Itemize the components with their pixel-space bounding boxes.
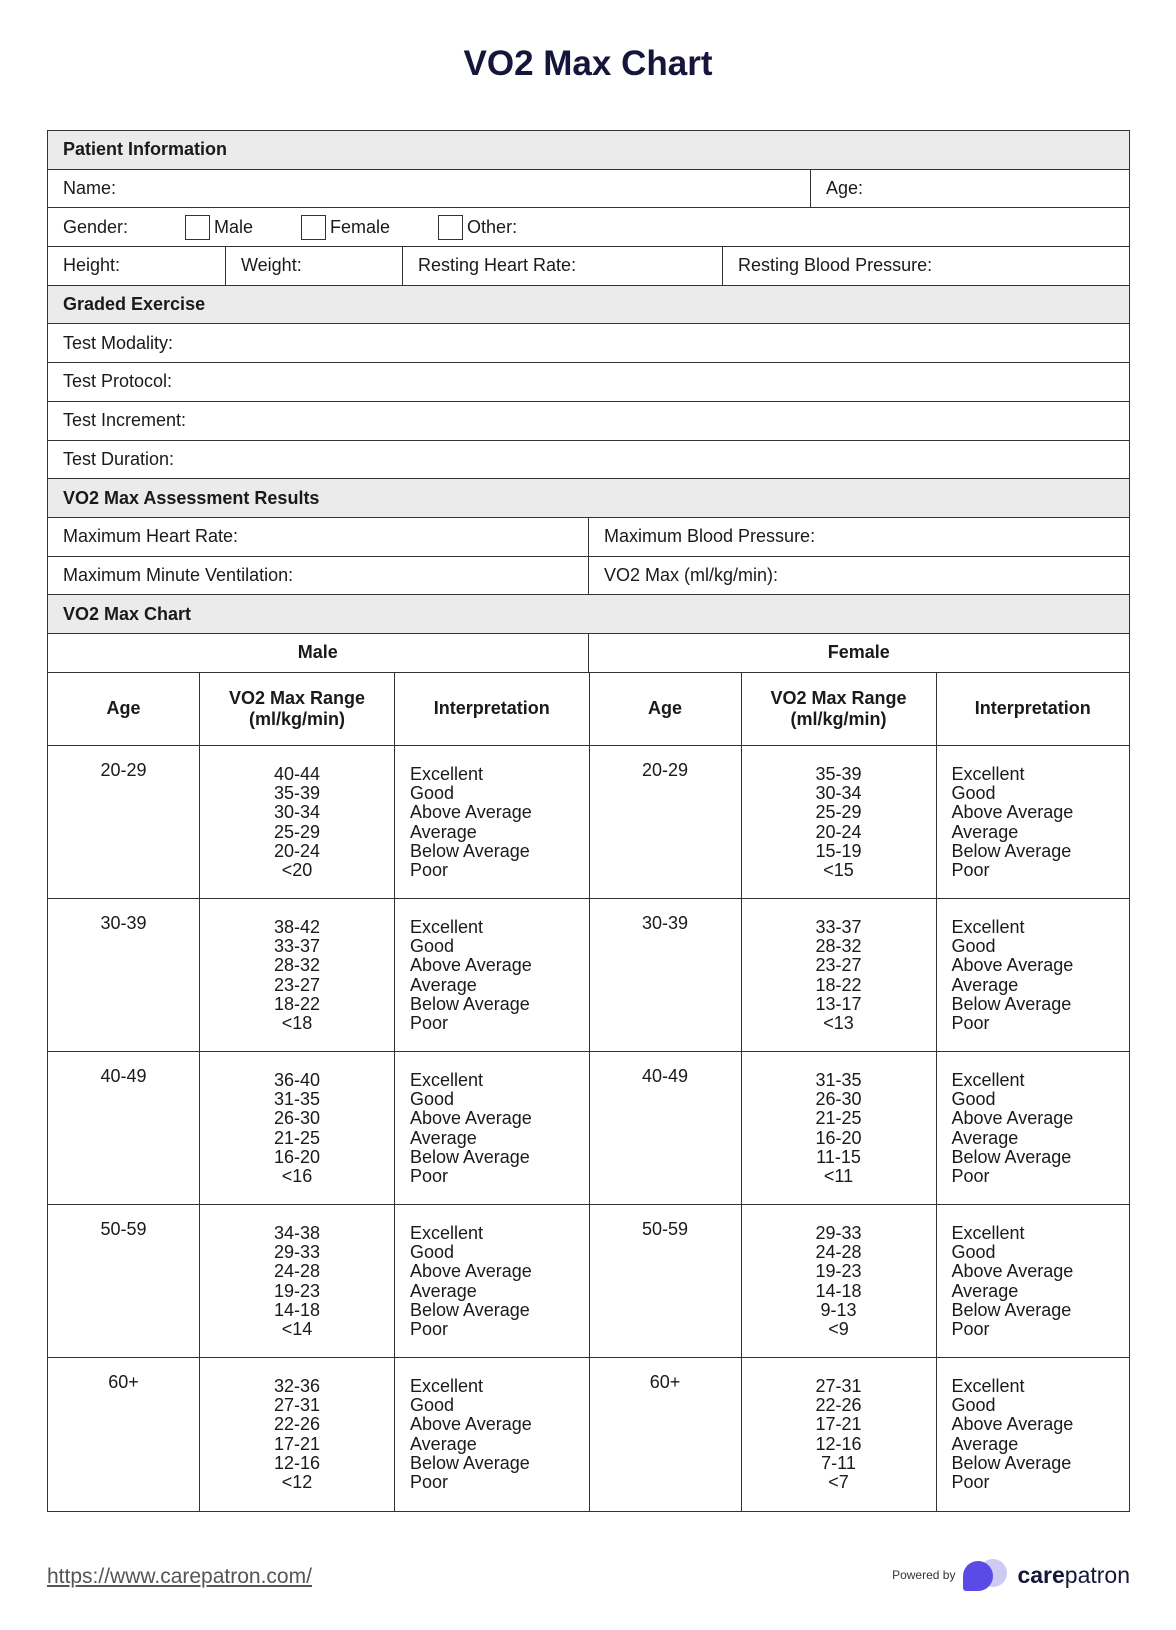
- vo2-range-value: <15: [823, 859, 854, 880]
- chart-column-header: [48, 673, 1129, 746]
- female-interpretation-cell: [937, 1205, 1130, 1357]
- test-modality-row: [48, 324, 1129, 363]
- vo2-range-value: 20-24: [815, 821, 862, 842]
- section-title: VO2 Max Assessment Results: [63, 487, 320, 508]
- vo2-range-value: 12-16: [273, 1452, 321, 1473]
- interpretation-value: Poor: [410, 1165, 449, 1186]
- chart-gender-header: [48, 634, 1129, 673]
- chart-row: [48, 746, 1129, 899]
- vo2-range-value: <12: [281, 1471, 313, 1492]
- interpretation-value: Excellent: [951, 1375, 1025, 1396]
- male-interpretation-cell: [395, 899, 590, 1051]
- male-header: Male: [48, 634, 589, 672]
- interpretation-value: Excellent: [410, 1069, 484, 1090]
- test-increment-field[interactable]: [48, 402, 1129, 440]
- vo2-range-value: 30-34: [273, 802, 321, 823]
- vo2-range-value: 26-30: [273, 1108, 321, 1129]
- test-protocol-label: Test Protocol:: [63, 371, 173, 392]
- interpretation-value: Above Average: [951, 1261, 1074, 1282]
- other-checkbox[interactable]: [438, 215, 463, 240]
- vo2-range-value: 38-42: [273, 916, 321, 937]
- interpretation-value: Good: [410, 936, 455, 957]
- interpretation-value: Good: [951, 936, 996, 957]
- interpretation-value: Poor: [410, 859, 449, 880]
- age-range-value: 20-29: [100, 759, 147, 780]
- vo2-range-value: 16-20: [273, 1146, 321, 1167]
- interpretation-value: Good: [410, 1089, 455, 1110]
- male-interpretation-cell: [395, 1205, 590, 1357]
- vo2-range-value: 40-44: [273, 763, 321, 784]
- interpretation-value: Below Average: [951, 1452, 1072, 1473]
- vo2-range-value: 30-34: [815, 783, 862, 804]
- vo2-range-value: 25-29: [273, 821, 321, 842]
- interpretation-value: Poor: [410, 1012, 449, 1033]
- vo2-range-value: 14-18: [273, 1299, 321, 1320]
- vo2-range-value: 14-18: [815, 1280, 862, 1301]
- ventilation-vo2-row: [48, 557, 1129, 596]
- weight-label: Weight:: [241, 255, 302, 276]
- interpretation-value: Good: [951, 1242, 996, 1263]
- max-ventilation-field[interactable]: [48, 557, 589, 595]
- vo2-range-value: 13-17: [815, 993, 862, 1014]
- test-modality-label: Test Modality:: [63, 332, 174, 353]
- interpretation-value: Average: [410, 1433, 477, 1454]
- interpretation-value: Above Average: [410, 1108, 532, 1129]
- male-age-cell: [48, 746, 200, 898]
- interpretation-value: Good: [951, 1395, 996, 1416]
- resting-heart-rate-label: Resting Heart Rate:: [418, 255, 577, 276]
- interpretation-value: Excellent: [951, 916, 1025, 937]
- interpretation-value: Good: [410, 1395, 455, 1416]
- vitals-row: [48, 247, 1129, 286]
- vo2-range-value: 17-21: [273, 1433, 321, 1454]
- male-age-header: Age: [48, 673, 200, 745]
- interpretation-value: Below Average: [410, 1452, 530, 1473]
- max-blood-pressure-field[interactable]: [589, 518, 1129, 556]
- vo2-range-value: 34-38: [273, 1222, 321, 1243]
- vo2-form: [47, 130, 1130, 1512]
- female-label: Female: [330, 216, 391, 237]
- age-range-value: 30-39: [641, 912, 689, 933]
- male-range-cell: [200, 899, 395, 1051]
- gender-field: [48, 208, 1129, 246]
- female-age-cell: [590, 1205, 742, 1357]
- chart-row: [48, 1052, 1129, 1205]
- vo2-range-value: 22-26: [273, 1414, 321, 1435]
- interpretation-value: Excellent: [410, 916, 484, 937]
- powered-by-badge: [892, 1559, 1130, 1591]
- vo2-range-value: 18-22: [273, 993, 321, 1014]
- max-heart-rate-field[interactable]: [48, 518, 589, 556]
- max-hr-bp-row: [48, 518, 1129, 557]
- interpretation-value: Good: [951, 1089, 996, 1110]
- male-interpretation-cell: [395, 746, 590, 898]
- vo2-range-value: 36-40: [273, 1069, 321, 1090]
- other-label: Other:: [467, 216, 518, 237]
- name-label: Name:: [63, 178, 117, 199]
- male-interpretation-cell: [395, 1052, 590, 1204]
- interpretation-value: Below Average: [410, 840, 530, 861]
- interpretation-value: Above Average: [951, 802, 1074, 823]
- age-range-value: 50-59: [641, 1218, 689, 1239]
- vo2-range-value: 29-33: [273, 1242, 321, 1263]
- vo2-range-value: <20: [281, 859, 313, 880]
- interpretation-value: Below Average: [951, 993, 1072, 1014]
- age-range-value: 20-29: [641, 759, 689, 780]
- interpretation-value: Poor: [951, 1471, 990, 1492]
- vo2-range-value: 33-37: [815, 916, 862, 937]
- interpretation-value: Below Average: [410, 993, 530, 1014]
- vo2-range-value: 19-23: [815, 1261, 862, 1282]
- section-title: Patient Information: [63, 139, 228, 160]
- vo2-range-value: 12-16: [815, 1433, 862, 1454]
- female-interpretation-header: Interpretation: [974, 698, 1091, 719]
- interpretation-value: Average: [410, 1280, 477, 1301]
- gender-row: [48, 208, 1129, 247]
- female-interpretation-cell: [937, 899, 1130, 1051]
- female-age-cell: [590, 1052, 742, 1204]
- interpretation-value: Below Average: [951, 1299, 1072, 1320]
- section-title: VO2 Max Chart: [63, 603, 192, 624]
- gender-option-male[interactable]: [185, 215, 253, 240]
- vo2-range-value: 26-30: [815, 1089, 862, 1110]
- vo2-range-value: 20-24: [273, 840, 321, 861]
- section-graded-exercise: [48, 286, 1129, 325]
- male-label: Male: [214, 216, 254, 237]
- female-age-header: Age: [590, 673, 742, 745]
- age-range-value: 60+: [649, 1371, 681, 1392]
- vo2-range-value: 32-36: [273, 1375, 321, 1396]
- vo2-range-value: 22-26: [815, 1395, 862, 1416]
- male-range-cell: [200, 1358, 395, 1511]
- vo2max-field[interactable]: [589, 557, 1129, 595]
- age-range-value: 50-59: [100, 1218, 147, 1239]
- resting-heart-rate-field[interactable]: [403, 247, 723, 285]
- female-header: Female: [827, 642, 890, 663]
- age-label: Age:: [826, 178, 864, 199]
- max-ventilation-label: Maximum Minute Ventilation:: [63, 564, 294, 585]
- interpretation-value: Average: [951, 1280, 1019, 1301]
- interpretation-value: Above Average: [951, 1414, 1074, 1435]
- vo2-range-value: 23-27: [815, 955, 862, 976]
- name-field[interactable]: [48, 170, 811, 208]
- gender-option-female[interactable]: [301, 215, 390, 240]
- interpretation-value: Below Average: [951, 1146, 1072, 1167]
- chart-row: [48, 1358, 1129, 1511]
- gender-option-other[interactable]: [438, 215, 517, 240]
- interpretation-value: Average: [951, 1127, 1019, 1148]
- male-age-cell: [48, 1358, 200, 1511]
- female-age-cell: [590, 1358, 742, 1511]
- test-increment-row: [48, 402, 1129, 441]
- test-duration-label: Test Duration:: [63, 448, 175, 469]
- male-age-cell: [48, 1052, 200, 1204]
- vo2-range-value: 11-15: [816, 1146, 861, 1167]
- carepatron-link[interactable]: https://www.carepatron.com/: [47, 1565, 312, 1588]
- vo2-range-value: 17-21: [815, 1414, 862, 1435]
- vo2-range-value: <11: [823, 1165, 854, 1186]
- chart-row: [48, 1205, 1129, 1358]
- age-field[interactable]: [811, 170, 1129, 208]
- resting-blood-pressure-label: Resting Blood Pressure:: [738, 255, 933, 276]
- vo2-range-value: 23-27: [273, 974, 321, 995]
- vo2-range-value: 15-19: [815, 840, 862, 861]
- vo2-range-value: <18: [281, 1012, 313, 1033]
- female-interpretation-cell: [937, 746, 1130, 898]
- vo2-range-value: 16-20: [815, 1127, 862, 1148]
- vo2-range-value: 35-39: [273, 783, 321, 804]
- vo2-range-value: 9-13: [820, 1299, 857, 1320]
- female-checkbox[interactable]: [301, 215, 326, 240]
- interpretation-value: Good: [410, 783, 455, 804]
- test-protocol-field[interactable]: [48, 363, 1129, 401]
- vo2max-label: VO2 Max (ml/kg/min):: [604, 564, 779, 585]
- interpretation-value: Poor: [410, 1471, 449, 1492]
- section-assessment-results: [48, 479, 1129, 518]
- interpretation-value: Excellent: [951, 1222, 1025, 1243]
- female-range-cell: [742, 1205, 937, 1357]
- interpretation-value: Below Average: [410, 1146, 530, 1167]
- female-interpretation-cell: [937, 1052, 1130, 1204]
- female-range-cell: [742, 746, 937, 898]
- age-range-value: 40-49: [100, 1065, 147, 1086]
- vo2-range-value: <16: [281, 1165, 313, 1186]
- vo2-range-value: <9: [828, 1318, 849, 1339]
- vo2-range-value: 25-29: [815, 802, 862, 823]
- female-age-cell: [590, 899, 742, 1051]
- test-increment-label: Test Increment:: [63, 410, 187, 431]
- height-field[interactable]: [48, 247, 226, 285]
- interpretation-value: Poor: [951, 1318, 990, 1339]
- interpretation-value: Above Average: [410, 955, 532, 976]
- vo2-range-value: <13: [823, 1012, 854, 1033]
- female-range-cell: [742, 899, 937, 1051]
- interpretation-value: Above Average: [410, 1261, 532, 1282]
- interpretation-value: Above Average: [951, 955, 1074, 976]
- interpretation-value: Average: [951, 821, 1019, 842]
- male-interpretation-cell: [395, 1358, 590, 1511]
- vo2-range-value: 28-32: [273, 955, 321, 976]
- interpretation-value: Average: [410, 974, 477, 995]
- interpretation-value: Below Average: [410, 1299, 530, 1320]
- interpretation-value: Excellent: [410, 1375, 484, 1396]
- vo2-range-value: 35-39: [815, 763, 862, 784]
- test-protocol-row: [48, 363, 1129, 402]
- vo2-range-value: 29-33: [815, 1222, 862, 1243]
- female-range-cell: [742, 1358, 937, 1511]
- age-range-value: 60+: [108, 1371, 139, 1392]
- interpretation-value: Average: [410, 1127, 477, 1148]
- vo2-range-value: 33-37: [273, 936, 321, 957]
- carepatron-logo-icon: [963, 1559, 1011, 1591]
- vo2-range-value: 27-31: [815, 1375, 862, 1396]
- test-duration-row: [48, 441, 1129, 480]
- female-interpretation-cell: [937, 1358, 1130, 1511]
- interpretation-value: Below Average: [951, 840, 1072, 861]
- age-range-value: 40-49: [641, 1065, 689, 1086]
- interpretation-value: Average: [951, 1433, 1019, 1454]
- interpretation-value: Good: [951, 783, 996, 804]
- vo2-range-value: 31-35: [815, 1069, 862, 1090]
- male-range-cell: [200, 1052, 395, 1204]
- male-checkbox[interactable]: [185, 215, 210, 240]
- vo2-range-value: 27-31: [273, 1395, 321, 1416]
- carepatron-brand: carepatron: [1017, 1561, 1130, 1588]
- test-modality-field[interactable]: [48, 324, 1129, 362]
- interpretation-value: Excellent: [951, 763, 1025, 784]
- gender-label: Gender:: [63, 216, 129, 237]
- vo2-range-value: <7: [828, 1471, 849, 1492]
- female-range-cell: [742, 1052, 937, 1204]
- male-range-header: VO2 Max Range (ml/kg/min): [200, 673, 395, 745]
- interpretation-value: Poor: [951, 859, 990, 880]
- section-vo2-chart: [48, 595, 1129, 634]
- female-age-cell: [590, 746, 742, 898]
- chart-body: [48, 746, 1129, 1511]
- male-interpretation-header: Interpretation: [395, 673, 590, 745]
- vo2-range-value: <14: [281, 1318, 313, 1339]
- powered-by-text: Powered by: [892, 1568, 956, 1582]
- interpretation-value: Poor: [951, 1165, 990, 1186]
- page-title: VO2 Max Chart: [463, 44, 713, 83]
- max-blood-pressure-label: Maximum Blood Pressure:: [604, 526, 816, 547]
- vo2-range-value: 28-32: [815, 936, 862, 957]
- female-range-header: VO2 Max Range (ml/kg/min): [742, 673, 937, 745]
- interpretation-value: Average: [410, 821, 477, 842]
- vo2-range-value: 19-23: [273, 1280, 321, 1301]
- vo2-range-value: 7-11: [821, 1452, 856, 1473]
- vo2-range-value: 24-28: [273, 1261, 321, 1282]
- test-duration-field[interactable]: [48, 441, 1129, 479]
- age-range-value: 30-39: [100, 912, 147, 933]
- vo2-range-value: 24-28: [815, 1242, 862, 1263]
- male-range-cell: [200, 1205, 395, 1357]
- interpretation-value: Good: [410, 1242, 455, 1263]
- interpretation-value: Above Average: [410, 1414, 532, 1435]
- male-age-cell: [48, 1205, 200, 1357]
- weight-field[interactable]: [226, 247, 403, 285]
- height-label: Height:: [63, 255, 121, 276]
- resting-blood-pressure-field[interactable]: [723, 247, 1129, 285]
- vo2-range-value: 31-35: [273, 1089, 321, 1110]
- interpretation-value: Above Average: [951, 1108, 1074, 1129]
- interpretation-value: Excellent: [410, 763, 484, 784]
- interpretation-value: Excellent: [951, 1069, 1025, 1090]
- interpretation-value: Poor: [410, 1318, 449, 1339]
- section-title: Graded Exercise: [63, 294, 206, 315]
- interpretation-value: Average: [951, 974, 1019, 995]
- vo2-range-value: 21-25: [815, 1108, 862, 1129]
- male-age-cell: [48, 899, 200, 1051]
- vo2-range-value: 18-22: [815, 974, 862, 995]
- male-range-cell: [200, 746, 395, 898]
- interpretation-value: Excellent: [410, 1222, 484, 1243]
- name-age-row: [48, 170, 1129, 209]
- interpretation-value: Poor: [951, 1012, 990, 1033]
- max-heart-rate-label: Maximum Heart Rate:: [63, 526, 239, 547]
- interpretation-value: Above Average: [410, 802, 532, 823]
- vo2-range-value: 21-25: [273, 1127, 321, 1148]
- section-patient-information: [48, 131, 1129, 170]
- chart-row: [48, 899, 1129, 1052]
